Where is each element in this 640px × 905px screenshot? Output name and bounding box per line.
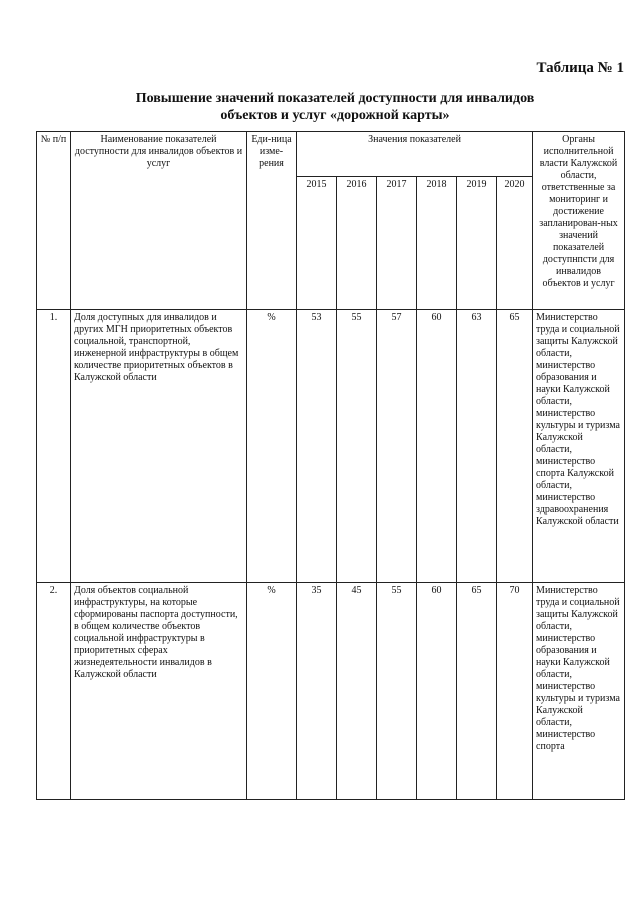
row-num: 2. bbox=[37, 583, 71, 800]
row-value: 60 bbox=[417, 583, 457, 800]
row-value: 65 bbox=[457, 583, 497, 800]
header-values: Значения показателей bbox=[297, 132, 533, 177]
header-year: 2020 bbox=[497, 177, 533, 310]
row-value: 53 bbox=[297, 310, 337, 583]
row-value: 55 bbox=[337, 310, 377, 583]
header-unit: Еди-ница изме-рения bbox=[247, 132, 297, 310]
row-value: 70 bbox=[497, 583, 533, 800]
header-year: 2019 bbox=[457, 177, 497, 310]
table-row bbox=[37, 310, 625, 583]
header-name: Наименование показателей доступности для инвалидов объектов и услуг bbox=[71, 132, 247, 310]
row-name: Доля объектов социальной инфраструктуры, на которые сформированы паспорта доступности, в общем количестве объектов социальной инфраструктуры в приоритетных сферах жизнедеятельности инвалидов в Калужской области bbox=[71, 583, 247, 800]
row-unit: % bbox=[247, 583, 297, 800]
row-value: 45 bbox=[337, 583, 377, 800]
row-value: 55 bbox=[377, 583, 417, 800]
header-year: 2016 bbox=[337, 177, 377, 310]
row-name: Доля доступных для инвалидов и других МГН приоритетных объектов социальной, транспортной, инженерной инфраструктуры в общем количестве приоритетных объектов в Калужской области bbox=[71, 310, 247, 583]
header-year: 2015 bbox=[297, 177, 337, 310]
header-num: № п/п bbox=[37, 132, 71, 310]
row-value: 65 bbox=[497, 310, 533, 583]
row-organs: Министерство труда и социальной защиты Калужской области, министерство образования и науки Калужской области, министерство культуры и туризма Калужской области, министерство спорта bbox=[533, 583, 625, 800]
document-title bbox=[100, 90, 570, 124]
header-year: 2018 bbox=[417, 177, 457, 310]
indicators-table bbox=[36, 131, 625, 800]
table-number: Таблица № 1 bbox=[536, 60, 624, 76]
header-organs: Органы исполнительной власти Калужской области, ответственные за мониторинг и достижение запланирован-ных значений показателей доступнпсти для инвалидов объектов и услуг bbox=[533, 132, 625, 310]
header-row bbox=[37, 132, 625, 177]
row-num: 1. bbox=[37, 310, 71, 583]
header-year: 2017 bbox=[377, 177, 417, 310]
row-value: 63 bbox=[457, 310, 497, 583]
table-row bbox=[37, 583, 625, 800]
row-value: 57 bbox=[377, 310, 417, 583]
title-line-2: объектов и услуг «дорожной карты» bbox=[220, 108, 450, 123]
row-unit: % bbox=[247, 310, 297, 583]
title-line-1: Повышение значений показателей доступности для инвалидов bbox=[135, 91, 535, 106]
row-organs: Министерство труда и социальной защиты Калужской области, министерство образования и науки Калужской области, министерство культуры и туризма Калужской области, министерство спорта Калужской области, министерство здравоохранения Калужской области bbox=[533, 310, 625, 583]
row-value: 60 bbox=[417, 310, 457, 583]
row-value: 35 bbox=[297, 583, 337, 800]
